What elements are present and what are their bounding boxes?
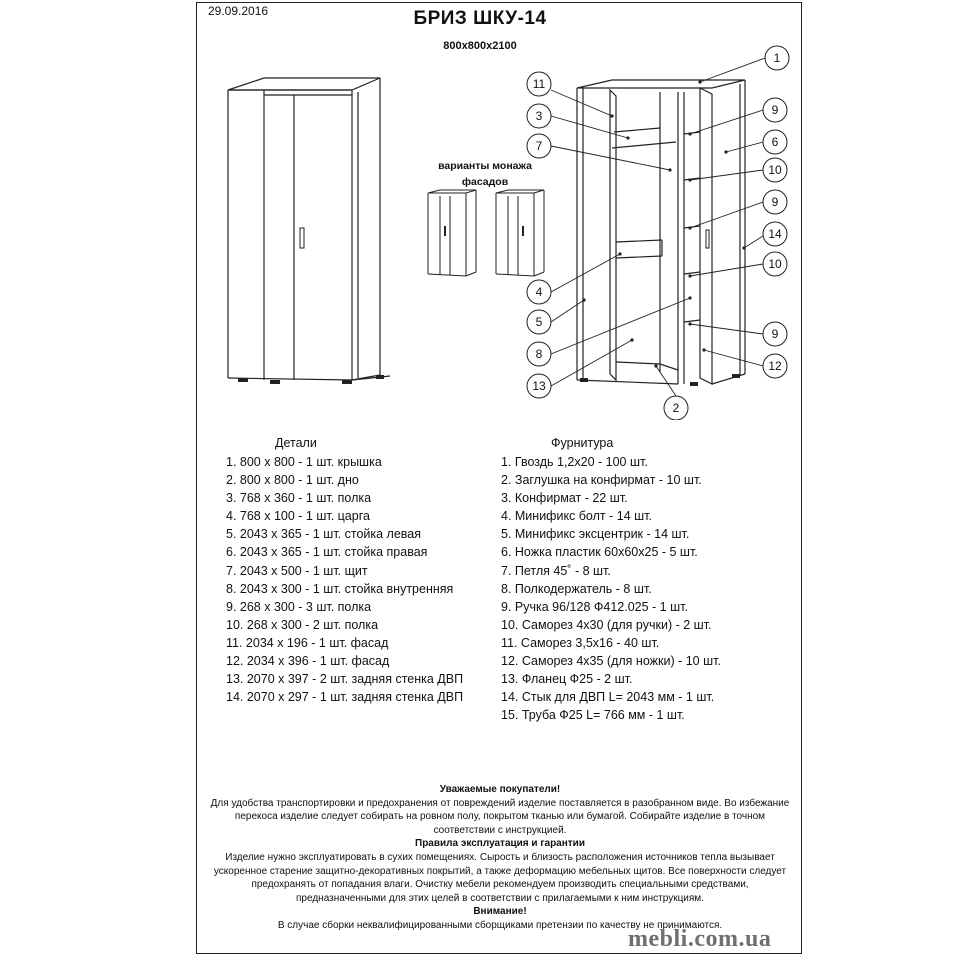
attention-heading: Внимание! — [473, 906, 527, 918]
callout-7: 7 — [535, 139, 543, 153]
wardrobe-assembly-drawing — [515, 42, 795, 420]
details-item: 14. 2070 х 297 - 1 шт. задняя стенка ДВП — [226, 690, 464, 705]
customer-notice — [206, 783, 794, 933]
rules-heading: Правила эксплуатация и гарантии — [415, 838, 585, 850]
attention-text: В случае сборки неквалифицированными сборщиками претензии по качеству не принимаются. — [277, 919, 723, 931]
details-item: 12. 2034 х 396 - 1 шт. фасад — [226, 654, 390, 669]
details-item: 1. 800 х 800 - 1 шт. крышка — [226, 455, 382, 469]
watermark: mebli.com.ua — [628, 926, 772, 952]
callout-10: 10 — [768, 257, 782, 271]
details-item: 5. 2043 х 365 - 1 шт. стойка левая — [226, 527, 422, 542]
hardware-item: 2. Заглушка на конфирмат - 10 шт. — [501, 473, 702, 488]
details-item: 2. 800 х 800 - 1 шт. дно — [226, 473, 359, 488]
callout-10: 10 — [768, 163, 782, 177]
hardware-title: Фурнитура — [551, 436, 614, 450]
callout-1: 1 — [773, 51, 781, 65]
details-item: 8. 2043 х 300 - 1 шт. стойка внутренняя — [226, 581, 454, 596]
variants-label: варианты монажа фасадов — [438, 160, 532, 188]
details-item: 9. 268 х 300 - 3 шт. полка — [226, 599, 372, 614]
hardware-item: 12. Саморез 4х35 (для ножки) - 10 шт. — [501, 654, 721, 669]
hardware-item: 1. Гвоздь 1,2х20 - 100 шт. — [501, 455, 648, 469]
hardware-item: 10. Саморез 4х30 (для ручки) - 2 шт. — [501, 617, 712, 632]
notice-heading: Уважаемые покупатели! — [439, 784, 561, 795]
callout-4: 4 — [535, 285, 543, 299]
hardware-item: 4. Минификс болт - 14 шт. — [501, 509, 652, 524]
callout-5: 5 — [535, 315, 543, 329]
details-item: 11. 2034 х 196 - 1 шт. фасад — [226, 635, 389, 650]
callout-11: 11 — [532, 77, 546, 91]
hardware-item: 5. Минификс эксцентрик - 14 шт. — [501, 527, 690, 542]
callout-13: 13 — [532, 379, 546, 393]
hardware-item: 8. Полкодержатель - 8 шт. — [501, 581, 652, 596]
details-item: 13. 2070 х 397 - 2 шт. задняя стенка ДВП — [226, 672, 464, 687]
details-item: 3. 768 х 360 - 1 шт. полка — [226, 491, 372, 506]
product-dimensions: 800х800х2100 — [443, 40, 517, 52]
callout-8: 8 — [535, 347, 543, 361]
callout-6: 6 — [771, 135, 779, 149]
details-item: 4. 768 х 100 - 1 шт. царга — [226, 509, 370, 524]
hardware-item: 9. Ручка 96/128 Ф412.025 - 1 шт. — [501, 599, 688, 614]
rules-text: Изделие нужно эксплуатировать в сухих помещениях. Сырость и близость расположения источников тепла вызывает ускоренное старение защитно-декоративных покрытий, а также деформацию мебельных щитов. Все поверхности следует предохранять от попадания влаги. Очистку мебели рекомендуем производить специальными средствами, предназначенными для этих целей в соответствии с прилагаемыми к ним инструкциям. — [213, 851, 787, 904]
callout-9: 9 — [771, 103, 779, 117]
hardware-item: 6. Ножка пластик 60х60х25 - 5 шт. — [501, 545, 698, 560]
hardware-item: 13. Фланец Ф25 - 2 шт. — [501, 672, 633, 687]
page-title: БРИЗ ШКУ-14 — [413, 8, 547, 29]
callout-9: 9 — [771, 327, 779, 341]
details-item: 10. 268 х 300 - 2 шт. полка — [226, 617, 379, 632]
notice-text: Для удобства транспортировки и предохранения от повреждений изделие поставляется в разобранном виде. Во избежание перекоса изделие следует собирать на ровном полу, покрытом тканью или бумагой. Собирайте изделие в точном соответствии с инструкцией. — [210, 797, 790, 836]
document-date: 29.09.2016 — [208, 4, 269, 18]
hardware-list — [501, 453, 721, 724]
hardware-item: 11. Саморез 3,5х16 - 40 шт. — [501, 635, 660, 650]
details-title: Детали — [275, 436, 317, 450]
callout-12: 12 — [768, 359, 782, 373]
details-item: 6. 2043 х 365 - 1 шт. стойка правая — [226, 545, 428, 560]
details-list — [226, 453, 463, 706]
details-item: 7. 2043 х 500 - 1 шт. щит — [226, 563, 368, 578]
hardware-item: 7. Петля 45˚ - 8 шт. — [501, 563, 611, 578]
callout-2: 2 — [672, 401, 680, 415]
hardware-item: 3. Конфирмат - 22 шт. — [501, 491, 628, 506]
wardrobe-front-drawing — [215, 70, 395, 390]
hardware-item: 15. Труба Ф25 L= 766 мм - 1 шт. — [501, 708, 685, 723]
callout-14: 14 — [768, 227, 782, 241]
callout-3: 3 — [535, 109, 543, 123]
callout-9: 9 — [771, 195, 779, 209]
hardware-item: 14. Стык для ДВП L= 2043 мм - 1 шт. — [501, 690, 715, 705]
